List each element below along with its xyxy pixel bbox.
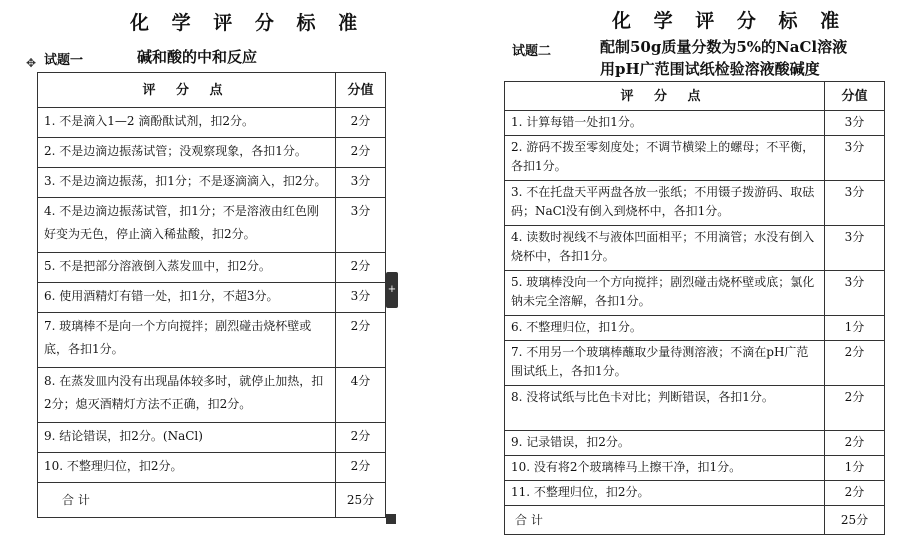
header-score: 分值 bbox=[336, 73, 386, 108]
row-text: 8. 没将试纸与比色卡对比；判断错误，各扣1分。 bbox=[505, 386, 825, 431]
table-row bbox=[505, 481, 885, 506]
table-row bbox=[38, 283, 386, 313]
right-question-label: 试题二 bbox=[512, 44, 552, 59]
table-row bbox=[505, 316, 885, 341]
row-text: 6. 使用酒精灯有错一处，扣1分，不超3分。 bbox=[38, 283, 336, 313]
table-row bbox=[505, 181, 885, 226]
right-question-name-line2: 用pH广范围试纸检验溶液酸碱度 bbox=[600, 60, 820, 78]
row-text: 1. 计算每错一处扣1分。 bbox=[505, 111, 825, 136]
row-text: 9. 记录错误，扣2分。 bbox=[505, 431, 825, 456]
row-score: 3分 bbox=[825, 111, 885, 136]
right-question-name-line1: 配制50g质量分数为5%的NaCl溶液 bbox=[600, 38, 848, 56]
left-page-title: 化 学 评 分 标 准 bbox=[130, 12, 366, 34]
row-text: 10. 不整理归位，扣2分。 bbox=[38, 453, 336, 483]
side-expand-handle-icon[interactable]: + bbox=[386, 272, 398, 308]
row-score: 2分 bbox=[336, 423, 386, 453]
row-text: 7. 不用另一个玻璃棒蘸取少量待测溶液；不滴在pH广范围试纸上，各扣1分。 bbox=[505, 341, 825, 386]
row-score: 1分 bbox=[825, 316, 885, 341]
right-page-title: 化 学 评 分 标 准 bbox=[612, 10, 848, 32]
table-row bbox=[505, 226, 885, 271]
table-row bbox=[38, 453, 386, 483]
row-score: 3分 bbox=[825, 181, 885, 226]
table-total-row bbox=[38, 483, 386, 518]
row-text: 2. 游码不拨至零刻度处；不调节横梁上的螺母；不平衡，各扣1分。 bbox=[505, 136, 825, 181]
row-score: 2分 bbox=[336, 253, 386, 283]
table-row bbox=[38, 198, 386, 253]
row-score: 2分 bbox=[336, 453, 386, 483]
row-score: 3分 bbox=[336, 283, 386, 313]
table-row bbox=[38, 423, 386, 453]
table-row bbox=[38, 168, 386, 198]
table-move-handle-icon[interactable]: ✥ bbox=[25, 56, 37, 70]
table-row bbox=[38, 253, 386, 283]
total-score: 25分 bbox=[825, 506, 885, 535]
left-score-table bbox=[37, 72, 386, 518]
table-row bbox=[505, 386, 885, 431]
row-text: 11. 不整理归位，扣2分。 bbox=[505, 481, 825, 506]
row-score: 2分 bbox=[336, 138, 386, 168]
left-question-name: 碱和酸的中和反应 bbox=[137, 48, 258, 66]
row-score: 3分 bbox=[825, 226, 885, 271]
row-score: 3分 bbox=[336, 198, 386, 253]
row-text: 9. 结论错误，扣2分。(NaCl) bbox=[38, 423, 336, 453]
row-score: 1分 bbox=[825, 456, 885, 481]
right-score-table bbox=[504, 81, 885, 535]
table-row bbox=[505, 111, 885, 136]
row-text: 10. 没有将2个玻璃棒马上擦干净，扣1分。 bbox=[505, 456, 825, 481]
row-score: 2分 bbox=[825, 341, 885, 386]
row-text: 5. 不是把部分溶液倒入蒸发皿中，扣2分。 bbox=[38, 253, 336, 283]
row-text: 7. 玻璃棒不是向一个方向搅拌；剧烈碰击烧杯壁或底，各扣1分。 bbox=[38, 313, 336, 368]
table-row bbox=[505, 271, 885, 316]
table-row bbox=[38, 313, 386, 368]
table-row bbox=[505, 341, 885, 386]
header-item: 评 分 点 bbox=[620, 88, 709, 104]
table-row bbox=[38, 108, 386, 138]
total-score: 25分 bbox=[336, 483, 386, 518]
total-label: 合 计 bbox=[38, 483, 336, 518]
row-score: 4分 bbox=[336, 368, 386, 423]
table-row bbox=[505, 431, 885, 456]
table-row bbox=[505, 456, 885, 481]
total-label: 合 计 bbox=[505, 506, 825, 535]
header-item: 评 分 点 bbox=[142, 82, 231, 98]
header-score: 分值 bbox=[825, 82, 885, 111]
row-score: 2分 bbox=[825, 481, 885, 506]
row-text: 6. 不整理归位，扣1分。 bbox=[505, 316, 825, 341]
row-text: 4. 不是边滴边振荡试管，扣1分；不是溶液由红色刚好变为无色，停止滴入稀盐酸，扣2分。 bbox=[38, 198, 336, 253]
row-score: 3分 bbox=[336, 168, 386, 198]
table-resize-handle-icon[interactable] bbox=[386, 514, 396, 524]
row-score: 3分 bbox=[825, 136, 885, 181]
table-header-row bbox=[505, 82, 885, 111]
table-row bbox=[38, 368, 386, 423]
row-text: 3. 不是边滴边振荡，扣1分；不是逐滴滴入，扣2分。 bbox=[38, 168, 336, 198]
row-text: 3. 不在托盘天平两盘各放一张纸；不用镊子拨游码、取砝码；NaCl没有倒入到烧杯中，各扣1分。 bbox=[505, 181, 825, 226]
table-row bbox=[505, 136, 885, 181]
row-score: 2分 bbox=[825, 431, 885, 456]
table-total-row bbox=[505, 506, 885, 535]
row-score: 3分 bbox=[825, 271, 885, 316]
row-text: 8. 在蒸发皿内没有出现晶体较多时，就停止加热，扣2分；熄灭酒精灯方法不正确，扣2分。 bbox=[38, 368, 336, 423]
left-question-label: 试题一 bbox=[44, 53, 84, 68]
row-score: 2分 bbox=[336, 313, 386, 368]
row-score: 2分 bbox=[336, 108, 386, 138]
row-score: 2分 bbox=[825, 386, 885, 431]
row-text: 1. 不是滴入1—2 滴酚酞试剂，扣2分。 bbox=[38, 108, 336, 138]
row-text: 5. 玻璃棒没向一个方向搅拌；剧烈碰击烧杯壁或底；氯化钠未完全溶解，各扣1分。 bbox=[505, 271, 825, 316]
row-text: 4. 读数时视线不与液体凹面相平；不用滴管；水没有倒入烧杯中，各扣1分。 bbox=[505, 226, 825, 271]
row-text: 2. 不是边滴边振荡试管；没观察现象，各扣1分。 bbox=[38, 138, 336, 168]
table-row bbox=[38, 138, 386, 168]
table-header-row bbox=[38, 73, 386, 108]
